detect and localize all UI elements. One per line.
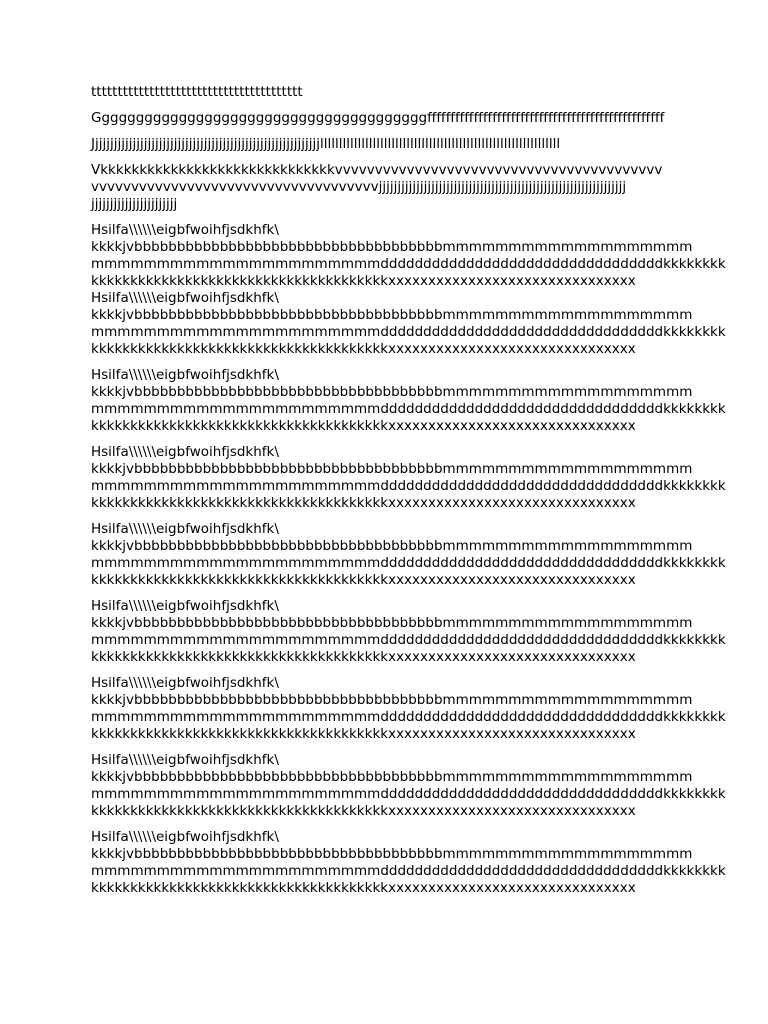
repeated-paragraph-line: Hsilfa\\\\\\eigbfwoihfjsdkhfk\ xyxy=(91,675,279,691)
repeated-paragraph-line: Hsilfa\\\\\\eigbfwoihfjsdkhfk\ xyxy=(91,444,279,460)
repeated-paragraph-line: kkkkkkkkkkkkkkkkkkkkkkkkkkkkkkkkkkkkkkxxxxxxxxxxxxxxxxxxxxxxxxxxxxxxx xyxy=(91,273,636,289)
repeated-paragraph xyxy=(91,444,726,512)
repeated-paragraph xyxy=(91,598,726,666)
document-page xyxy=(91,84,726,906)
repeated-paragraph-line: kkkkjvbbbbbbbbbbbbbbbbbbbbbbbbbbbbbbbbbbbbmmmmmmmmmmmmmmmmmmm xyxy=(91,846,693,862)
repeated-paragraph-line: kkkkkkkkkkkkkkkkkkkkkkkkkkkkkkkkkkkkkkxxxxxxxxxxxxxxxxxxxxxxxxxxxxxxx xyxy=(91,572,636,588)
repeated-paragraph-line: mmmmmmmmmmmmmmmmmmmmmmdddddddddddddddddddddddddddddddddkkkkkkkk xyxy=(91,709,726,725)
repeated-paragraph-line: Hsilfa\\\\\\eigbfwoihfjsdkhfk\ xyxy=(91,222,279,238)
repeated-paragraph-line: mmmmmmmmmmmmmmmmmmmmmmdddddddddddddddddddddddddddddddddkkkkkkkk xyxy=(91,555,726,571)
paragraph-g: Gggggggggggggggggggggggggggggggggggggggfffffffffffffffffffffffffffffffffffffffffffffffffff xyxy=(91,110,665,126)
repeated-paragraph-line: mmmmmmmmmmmmmmmmmmmmmmdddddddddddddddddddddddddddddddddkkkkkkkk xyxy=(91,324,726,340)
paragraph-v xyxy=(91,162,691,213)
paragraph-j: Jjjjjjjjjjjjjjjjjjjjjjjjjjjjjjjjjjjjjjjjjjjjjjjjjjjjjjjjjjjjjllllllllllllllllllllllllllllllllllllllllllllllllllllllllllllllll xyxy=(91,136,561,152)
repeated-paragraph xyxy=(91,222,726,290)
repeated-paragraph-line: mmmmmmmmmmmmmmmmmmmmmmdddddddddddddddddddddddddddddddddkkkkkkkk xyxy=(91,863,726,879)
repeated-paragraph-line: Hsilfa\\\\\\eigbfwoihfjsdkhfk\ xyxy=(91,521,279,537)
repeated-paragraph xyxy=(91,675,726,743)
repeated-paragraph xyxy=(91,752,726,820)
repeated-paragraph-line: mmmmmmmmmmmmmmmmmmmmmmdddddddddddddddddddddddddddddddddkkkkkkkk xyxy=(91,786,726,802)
repeated-paragraph-line: Hsilfa\\\\\\eigbfwoihfjsdkhfk\ xyxy=(91,752,279,768)
paragraph-v-line: jjjjjjjjjjjjjjjjjjjjjjj xyxy=(91,196,178,212)
repeated-paragraph-line: mmmmmmmmmmmmmmmmmmmmmmdddddddddddddddddddddddddddddddddkkkkkkkk xyxy=(91,256,726,272)
repeated-paragraph-line: Hsilfa\\\\\\eigbfwoihfjsdkhfk\ xyxy=(91,290,279,306)
paragraph-t: tttttttttttttttttttttttttttttttttttttttt xyxy=(91,84,303,100)
repeated-paragraph-line: kkkkjvbbbbbbbbbbbbbbbbbbbbbbbbbbbbbbbbbbbbmmmmmmmmmmmmmmmmmmm xyxy=(91,692,693,708)
repeated-paragraph-line: mmmmmmmmmmmmmmmmmmmmmmdddddddddddddddddddddddddddddddddkkkkkkkk xyxy=(91,401,726,417)
repeated-paragraph xyxy=(91,367,726,435)
repeated-paragraph-line: kkkkkkkkkkkkkkkkkkkkkkkkkkkkkkkkkkkkkkxxxxxxxxxxxxxxxxxxxxxxxxxxxxxxx xyxy=(91,726,636,742)
paragraph-v-line: Vkkkkkkkkkkkkkkkkkkkkkkkkkkkkkkvvvvvvvvvvvvvvvvvvvvvvvvvvvvvvvvvvvvvvvvv xyxy=(91,162,663,178)
repeated-paragraph-line: kkkkjvbbbbbbbbbbbbbbbbbbbbbbbbbbbbbbbbbbbbmmmmmmmmmmmmmmmmmmm xyxy=(91,538,693,554)
repeated-paragraph-line: kkkkkkkkkkkkkkkkkkkkkkkkkkkkkkkkkkkkkkxxxxxxxxxxxxxxxxxxxxxxxxxxxxxxx xyxy=(91,880,636,896)
repeated-paragraph-line: Hsilfa\\\\\\eigbfwoihfjsdkhfk\ xyxy=(91,829,279,845)
repeated-paragraph-line: kkkkkkkkkkkkkkkkkkkkkkkkkkkkkkkkkkkkkkxxxxxxxxxxxxxxxxxxxxxxxxxxxxxxx xyxy=(91,341,636,357)
repeated-paragraph-line: kkkkjvbbbbbbbbbbbbbbbbbbbbbbbbbbbbbbbbbbbbmmmmmmmmmmmmmmmmmmm xyxy=(91,461,693,477)
paragraph-v-line: vvvvvvvvvvvvvvvvvvvvvvvvvvvvvvvvvvvvjjjjjjjjjjjjjjjjjjjjjjjjjjjjjjjjjjjjjjjjjjjjjjjjjjjjjjjjjjjjjjjjjj xyxy=(91,179,627,195)
repeated-paragraph-line: kkkkjvbbbbbbbbbbbbbbbbbbbbbbbbbbbbbbbbbbbbmmmmmmmmmmmmmmmmmmm xyxy=(91,239,693,255)
repeated-paragraph-line: mmmmmmmmmmmmmmmmmmmmmmdddddddddddddddddddddddddddddddddkkkkkkkk xyxy=(91,632,726,648)
repeated-paragraph xyxy=(91,290,726,358)
repeated-paragraph-line: kkkkjvbbbbbbbbbbbbbbbbbbbbbbbbbbbbbbbbbbbbmmmmmmmmmmmmmmmmmmm xyxy=(91,307,693,323)
repeated-paragraph xyxy=(91,829,726,897)
repeated-paragraph-line: kkkkkkkkkkkkkkkkkkkkkkkkkkkkkkkkkkkkkkxxxxxxxxxxxxxxxxxxxxxxxxxxxxxxx xyxy=(91,649,636,665)
repeated-paragraph-line: Hsilfa\\\\\\eigbfwoihfjsdkhfk\ xyxy=(91,367,279,383)
repeated-paragraph-line: kkkkjvbbbbbbbbbbbbbbbbbbbbbbbbbbbbbbbbbbbbmmmmmmmmmmmmmmmmmmm xyxy=(91,384,693,400)
repeated-paragraph-line: kkkkjvbbbbbbbbbbbbbbbbbbbbbbbbbbbbbbbbbbbbmmmmmmmmmmmmmmmmmmm xyxy=(91,769,693,785)
repeated-paragraph-line: kkkkkkkkkkkkkkkkkkkkkkkkkkkkkkkkkkkkkkxxxxxxxxxxxxxxxxxxxxxxxxxxxxxxx xyxy=(91,418,636,434)
repeated-paragraph-line: kkkkkkkkkkkkkkkkkkkkkkkkkkkkkkkkkkkkkkxxxxxxxxxxxxxxxxxxxxxxxxxxxxxxx xyxy=(91,803,636,819)
repeated-paragraph-line: Hsilfa\\\\\\eigbfwoihfjsdkhfk\ xyxy=(91,598,279,614)
repeated-paragraph-line: kkkkkkkkkkkkkkkkkkkkkkkkkkkkkkkkkkkkkkxxxxxxxxxxxxxxxxxxxxxxxxxxxxxxx xyxy=(91,495,636,511)
repeated-paragraph xyxy=(91,521,726,589)
repeated-paragraph-line: mmmmmmmmmmmmmmmmmmmmmmdddddddddddddddddddddddddddddddddkkkkkkkk xyxy=(91,478,726,494)
repeated-paragraph-line: kkkkjvbbbbbbbbbbbbbbbbbbbbbbbbbbbbbbbbbbbbmmmmmmmmmmmmmmmmmmm xyxy=(91,615,693,631)
